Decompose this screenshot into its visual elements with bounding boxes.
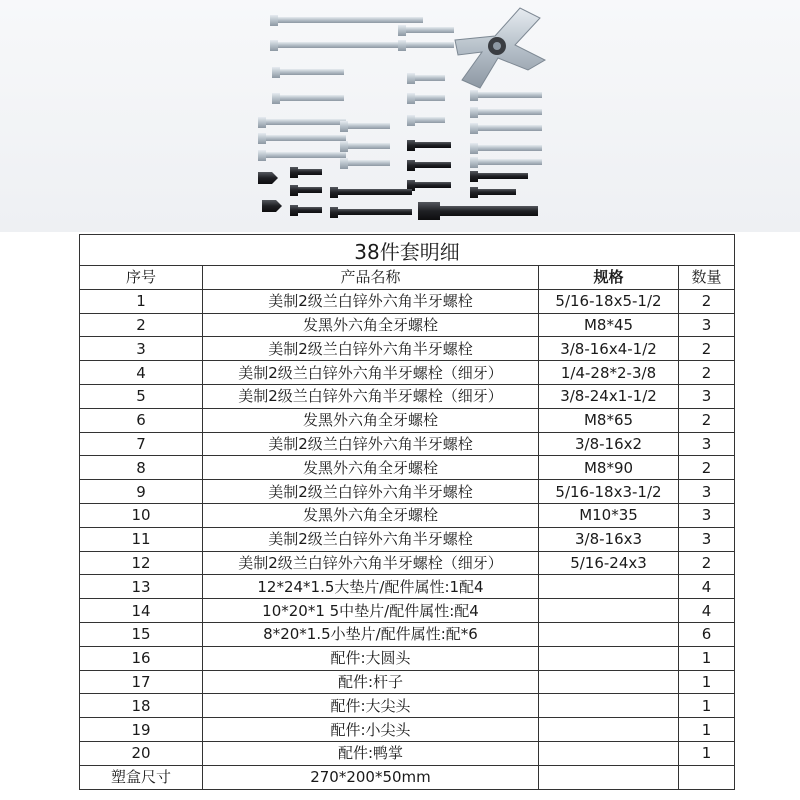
- table-row: [80, 622, 735, 646]
- forcing-screw: [418, 202, 538, 220]
- bolt-head: [340, 141, 348, 152]
- bolt-shank: [266, 152, 346, 158]
- row-spec: [539, 599, 679, 623]
- header-number: 序号: [80, 266, 203, 290]
- bolt-head: [470, 143, 478, 154]
- table-row: [80, 646, 735, 670]
- bolt-shank: [406, 27, 454, 33]
- bolt-shank: [348, 143, 390, 149]
- row-spec: M8*90: [539, 456, 679, 480]
- table-row: [80, 480, 735, 504]
- row-product-name: 美制2级兰白锌外六角半牙螺栓（细牙）: [203, 551, 539, 575]
- bolt-shank: [415, 162, 451, 168]
- bolt-head: [470, 107, 478, 118]
- row-quantity: 3: [679, 503, 735, 527]
- row-product-name: 10*20*1 5中垫片/配件属性:配4: [203, 599, 539, 623]
- row-spec: 3/8-16x3: [539, 527, 679, 551]
- row-spec: [539, 575, 679, 599]
- bolt-shank: [298, 169, 322, 175]
- row-spec: M8*65: [539, 408, 679, 432]
- row-quantity: 2: [679, 289, 735, 313]
- row-number: 16: [80, 646, 203, 670]
- bolt-head: [470, 187, 478, 198]
- bolt-shank: [406, 42, 454, 48]
- bolt-shank: [478, 159, 542, 165]
- table-row: [80, 337, 735, 361]
- table-row: [80, 408, 735, 432]
- bolt-head: [270, 40, 278, 51]
- bolt-shank: [415, 75, 445, 81]
- table-row: [80, 503, 735, 527]
- row-quantity: 6: [679, 622, 735, 646]
- row-spec: [539, 694, 679, 718]
- bolt-shank: [415, 95, 445, 101]
- bolt-head: [407, 73, 415, 84]
- row-spec: 3/8-16x2: [539, 432, 679, 456]
- bolt-shank: [266, 119, 346, 125]
- row-number: 17: [80, 670, 203, 694]
- bolt-head: [272, 67, 280, 78]
- bolt-head: [398, 40, 406, 51]
- bolt-shank: [415, 182, 451, 188]
- row-spec: 3/8-16x4-1/2: [539, 337, 679, 361]
- row-quantity: 3: [679, 480, 735, 504]
- empty-cell: [539, 765, 679, 789]
- row-number: 19: [80, 718, 203, 742]
- row-spec: 5/16-18x3-1/2: [539, 480, 679, 504]
- bolt-shank: [280, 69, 344, 75]
- row-quantity: 3: [679, 384, 735, 408]
- row-number: 5: [80, 384, 203, 408]
- row-product-name: 8*20*1.5小垫片/配件属性:配*6: [203, 622, 539, 646]
- row-quantity: 1: [679, 646, 735, 670]
- bolt-shank: [478, 109, 542, 115]
- bolt-shank: [478, 173, 528, 179]
- bolt-shank: [348, 123, 390, 129]
- bolt-head: [407, 115, 415, 126]
- table-row: [80, 456, 735, 480]
- row-number: 8: [80, 456, 203, 480]
- bolt-head: [270, 15, 278, 26]
- row-quantity: 2: [679, 551, 735, 575]
- row-product-name: 美制2级兰白锌外六角半牙螺栓: [203, 527, 539, 551]
- bolt-shank: [415, 142, 451, 148]
- bolt-head: [470, 171, 478, 182]
- bolt-head: [470, 90, 478, 101]
- bolt-head: [290, 205, 298, 216]
- row-number: 15: [80, 622, 203, 646]
- bolt-shank: [415, 117, 445, 123]
- row-number: 7: [80, 432, 203, 456]
- row-product-name: 配件:鸭掌: [203, 741, 539, 765]
- table-row: [80, 670, 735, 694]
- cone-tip: [262, 200, 282, 212]
- table-row: [80, 384, 735, 408]
- row-spec: [539, 622, 679, 646]
- row-product-name: 发黑外六角全牙螺栓: [203, 456, 539, 480]
- row-number: 11: [80, 527, 203, 551]
- row-quantity: 3: [679, 432, 735, 456]
- puller-yoke: [455, 8, 545, 88]
- table-row: [80, 313, 735, 337]
- bolt-head: [258, 117, 266, 128]
- row-product-name: 发黑外六角全牙螺栓: [203, 408, 539, 432]
- table-title: 38件套明细: [80, 235, 735, 266]
- bolt-shank: [348, 160, 390, 166]
- row-spec: [539, 741, 679, 765]
- row-quantity: 4: [679, 599, 735, 623]
- bolt-head: [340, 158, 348, 169]
- row-product-name: 美制2级兰白锌外六角半牙螺栓: [203, 432, 539, 456]
- row-number: 18: [80, 694, 203, 718]
- row-product-name: 配件:小尖头: [203, 718, 539, 742]
- table-row: [80, 527, 735, 551]
- bolt-head: [330, 187, 338, 198]
- product-photo: [0, 0, 800, 232]
- row-product-name: 美制2级兰白锌外六角半牙螺栓（细牙）: [203, 384, 539, 408]
- bolt-head: [330, 207, 338, 218]
- bolt-shank: [338, 209, 412, 215]
- row-product-name: 美制2级兰白锌外六角半牙螺栓: [203, 480, 539, 504]
- row-spec: [539, 670, 679, 694]
- bolt-shank: [266, 135, 346, 141]
- row-quantity: 1: [679, 694, 735, 718]
- row-product-name: 配件:杆子: [203, 670, 539, 694]
- bolt-head: [272, 93, 280, 104]
- header-product-name: 产品名称: [203, 266, 539, 290]
- row-quantity: 1: [679, 718, 735, 742]
- table-row: [80, 551, 735, 575]
- bolt-head: [398, 25, 406, 36]
- row-spec: 1/4-28*2-3/8: [539, 361, 679, 385]
- table-row: [80, 741, 735, 765]
- cone-tip: [258, 172, 278, 184]
- row-product-name: 美制2级兰白锌外六角半牙螺栓（细牙）: [203, 361, 539, 385]
- bolt-head: [407, 93, 415, 104]
- row-product-name: 配件:大尖头: [203, 694, 539, 718]
- bolt-head: [258, 133, 266, 144]
- bolt-shank: [298, 187, 322, 193]
- row-number: 2: [80, 313, 203, 337]
- row-product-name: 12*24*1.5大垫片/配件属性:1配4: [203, 575, 539, 599]
- row-product-name: 发黑外六角全牙螺栓: [203, 313, 539, 337]
- row-number: 20: [80, 741, 203, 765]
- header-quantity: 数量: [679, 266, 735, 290]
- row-spec: 5/16-24x3: [539, 551, 679, 575]
- row-number: 13: [80, 575, 203, 599]
- row-spec: [539, 646, 679, 670]
- row-spec: M8*45: [539, 313, 679, 337]
- bolt-shank: [478, 145, 542, 151]
- bolt-shank: [278, 17, 423, 23]
- row-spec: M10*35: [539, 503, 679, 527]
- empty-cell: [679, 765, 735, 789]
- row-number: 12: [80, 551, 203, 575]
- table-row: [80, 599, 735, 623]
- row-quantity: 3: [679, 313, 735, 337]
- bolt-shank: [338, 189, 412, 195]
- row-spec: 3/8-24x1-1/2: [539, 384, 679, 408]
- row-quantity: 2: [679, 456, 735, 480]
- row-quantity: 2: [679, 408, 735, 432]
- row-number: 6: [80, 408, 203, 432]
- row-quantity: 1: [679, 670, 735, 694]
- header-spec: 规格: [539, 266, 679, 290]
- bolt-head: [258, 150, 266, 161]
- row-quantity: 2: [679, 337, 735, 361]
- bolt-head: [470, 123, 478, 134]
- box-size-value: 270*200*50mm: [203, 765, 539, 789]
- row-number: 4: [80, 361, 203, 385]
- bolt-head: [407, 160, 415, 171]
- row-product-name: 配件:大圆头: [203, 646, 539, 670]
- bolt-head: [407, 140, 415, 151]
- row-quantity: 4: [679, 575, 735, 599]
- row-number: 3: [80, 337, 203, 361]
- bolt-kit-illustration: [0, 0, 800, 232]
- row-product-name: 美制2级兰白锌外六角半牙螺栓: [203, 289, 539, 313]
- bolt-head: [290, 167, 298, 178]
- row-number: 1: [80, 289, 203, 313]
- row-spec: [539, 718, 679, 742]
- bolt-shank: [478, 92, 542, 98]
- table-row: [80, 361, 735, 385]
- bolt-head: [290, 185, 298, 196]
- row-number: 10: [80, 503, 203, 527]
- bolt-shank: [478, 189, 516, 195]
- row-quantity: 1: [679, 741, 735, 765]
- row-number: 9: [80, 480, 203, 504]
- table-row: [80, 694, 735, 718]
- row-product-name: 美制2级兰白锌外六角半牙螺栓: [203, 337, 539, 361]
- row-spec: 5/16-18x5-1/2: [539, 289, 679, 313]
- table-row: [80, 289, 735, 313]
- box-size-label: 塑盒尺寸: [80, 765, 203, 789]
- parts-table: [79, 234, 735, 790]
- row-number: 14: [80, 599, 203, 623]
- bolt-shank: [298, 207, 322, 213]
- table-row: [80, 575, 735, 599]
- table-row: [80, 718, 735, 742]
- table-row: [80, 432, 735, 456]
- row-quantity: 3: [679, 527, 735, 551]
- bolt-shank: [478, 125, 542, 131]
- bolt-shank: [280, 95, 344, 101]
- table-footer-row: [80, 765, 735, 789]
- row-product-name: 发黑外六角全牙螺栓: [203, 503, 539, 527]
- bolt-head: [340, 121, 348, 132]
- bolt-head: [470, 157, 478, 168]
- row-quantity: 2: [679, 361, 735, 385]
